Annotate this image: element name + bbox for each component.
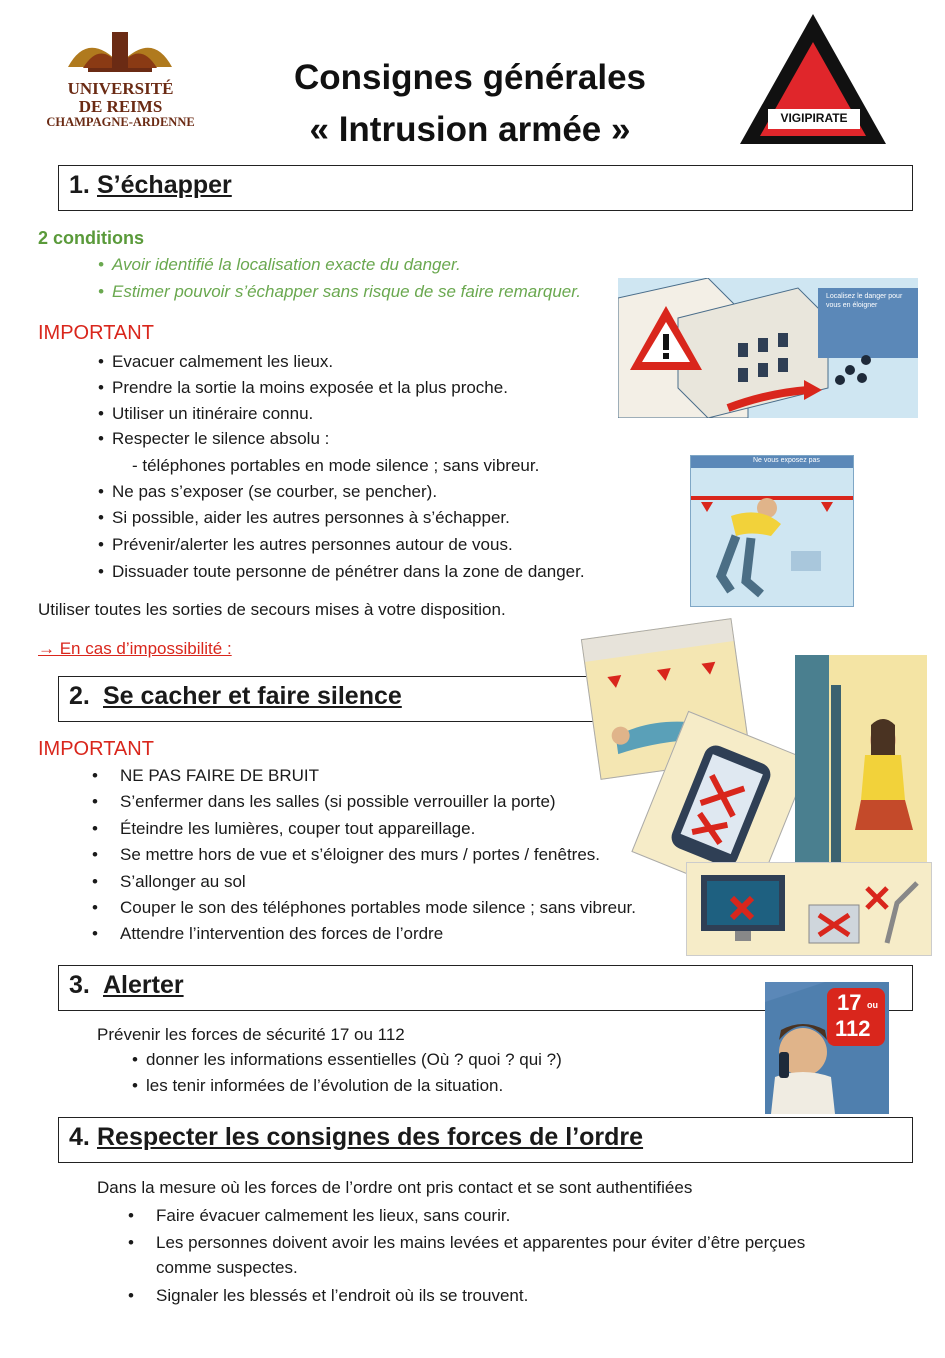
list-item: • Se mettre hors de vue et s’éloigner des murs / portes / fenêtres.: [120, 845, 600, 865]
section-3-number: 3.: [69, 971, 90, 999]
list-item: • Evacuer calmement les lieux.: [112, 352, 333, 372]
logo-line-2: DE REIMS: [78, 97, 163, 116]
conditions-heading: 2 conditions: [38, 228, 145, 248]
condition-item: • Estimer pouvoir s’échapper sans risque de se faire remarquer.: [112, 282, 581, 302]
title-line-1: Consignes générales: [293, 58, 647, 97]
list-item-continuation: comme suspectes.: [156, 1258, 298, 1277]
section-4-title: Respecter les consignes des forces de l’ordre: [97, 1123, 644, 1151]
vigipirate-triangle-icon: [738, 12, 888, 147]
escape-illustration-caption: Localisez le danger pour vous en éloigner: [826, 293, 903, 309]
crouching-caption: Ne vous exposez pas: [753, 457, 820, 464]
list-item: • Utiliser un itinéraire connu.: [112, 404, 313, 424]
title-line-2: « Intrusion armée »: [309, 110, 631, 149]
section-3-intro: Prévenir les forces de sécurité 17 ou 112: [97, 1025, 405, 1044]
badge-ou: ou: [867, 1000, 878, 1010]
list-item: • Prendre la sortie la moins exposée et la plus proche.: [112, 378, 508, 398]
list-item: • donner les informations essentielles (Où ? quoi ? qui ?): [146, 1050, 562, 1070]
condition-item: • Avoir identifié la localisation exacte du danger.: [112, 255, 461, 275]
section-1-number: 1.: [69, 171, 90, 199]
list-item: • Prévenir/alerter les autres personnes autour de vous.: [112, 535, 513, 555]
list-subitem: - téléphones portables en mode silence ; sans vibreur.: [132, 456, 540, 475]
section-2-title: Se cacher et faire silence: [103, 682, 402, 710]
crouching-illustration: [690, 455, 854, 607]
list-item: • Éteindre les lumières, couper tout appareillage.: [120, 819, 475, 839]
list-item: • S’allonger au sol: [120, 872, 246, 892]
list-item: • Dissuader toute personne de pénétrer dans la zone de danger.: [112, 562, 585, 582]
vigipirate-logo: [738, 12, 888, 147]
devices-off-illustration: [686, 862, 932, 956]
impossible-link[interactable]: → En cas d’impossibilité :: [38, 639, 232, 658]
list-item: • Respecter le silence absolu :: [112, 429, 329, 449]
list-item: • Si possible, aider les autres personnes à s’échapper.: [112, 508, 510, 528]
badge-112: 112: [835, 1016, 871, 1041]
seated-person-illustration: [795, 655, 927, 865]
emergency-call-illustration: [765, 982, 889, 1114]
section-2-header: [58, 676, 658, 722]
section-1-header: [58, 165, 913, 211]
badge-17: 17: [837, 990, 862, 1015]
section-3-title: Alerter: [103, 971, 184, 999]
escape-illustration: [618, 278, 918, 418]
list-item: • NE PAS FAIRE DE BRUIT: [120, 766, 319, 786]
section-2-number: 2.: [69, 682, 90, 710]
section-1-title: S’échapper: [97, 171, 232, 199]
list-item: • Faire évacuer calmement les lieux, sans courir.: [156, 1206, 510, 1226]
logo-emblem-icon: [28, 22, 213, 82]
section-4-intro: Dans la mesure où les forces de l’ordre ont pris contact et se sont authentifiées: [97, 1178, 693, 1197]
section-2-important-label: IMPORTANT: [38, 738, 154, 760]
university-logo: [28, 22, 213, 132]
list-item: • Couper le son des téléphones portables mode silence ; sans vibreur.: [120, 898, 636, 918]
page-title: [230, 52, 710, 156]
list-item: • Les personnes doivent avoir les mains levées et apparentes pour éviter d’être perçues: [156, 1233, 805, 1253]
logo-line-1: UNIVERSITÉ: [67, 79, 174, 98]
section-4-header: [58, 1117, 913, 1163]
section-1-important-label: IMPORTANT: [38, 322, 154, 344]
logo-line-3: CHAMPAGNE-ARDENNE: [46, 115, 195, 129]
list-item: • S’enfermer dans les salles (si possible verrouiller la porte): [120, 792, 556, 812]
list-item: • Ne pas s’exposer (se courber, se pencher).: [112, 482, 437, 502]
list-item: • Attendre l’intervention des forces de l’ordre: [120, 924, 443, 944]
vigipirate-label: VIGIPIRATE: [780, 111, 848, 125]
list-item: • les tenir informées de l’évolution de la situation.: [146, 1076, 503, 1096]
section-4-number: 4.: [69, 1123, 90, 1151]
section-1-footer: Utiliser toutes les sorties de secours mises à votre disposition.: [38, 600, 506, 619]
list-item: • Signaler les blessés et l’endroit où ils se trouvent.: [156, 1286, 528, 1306]
